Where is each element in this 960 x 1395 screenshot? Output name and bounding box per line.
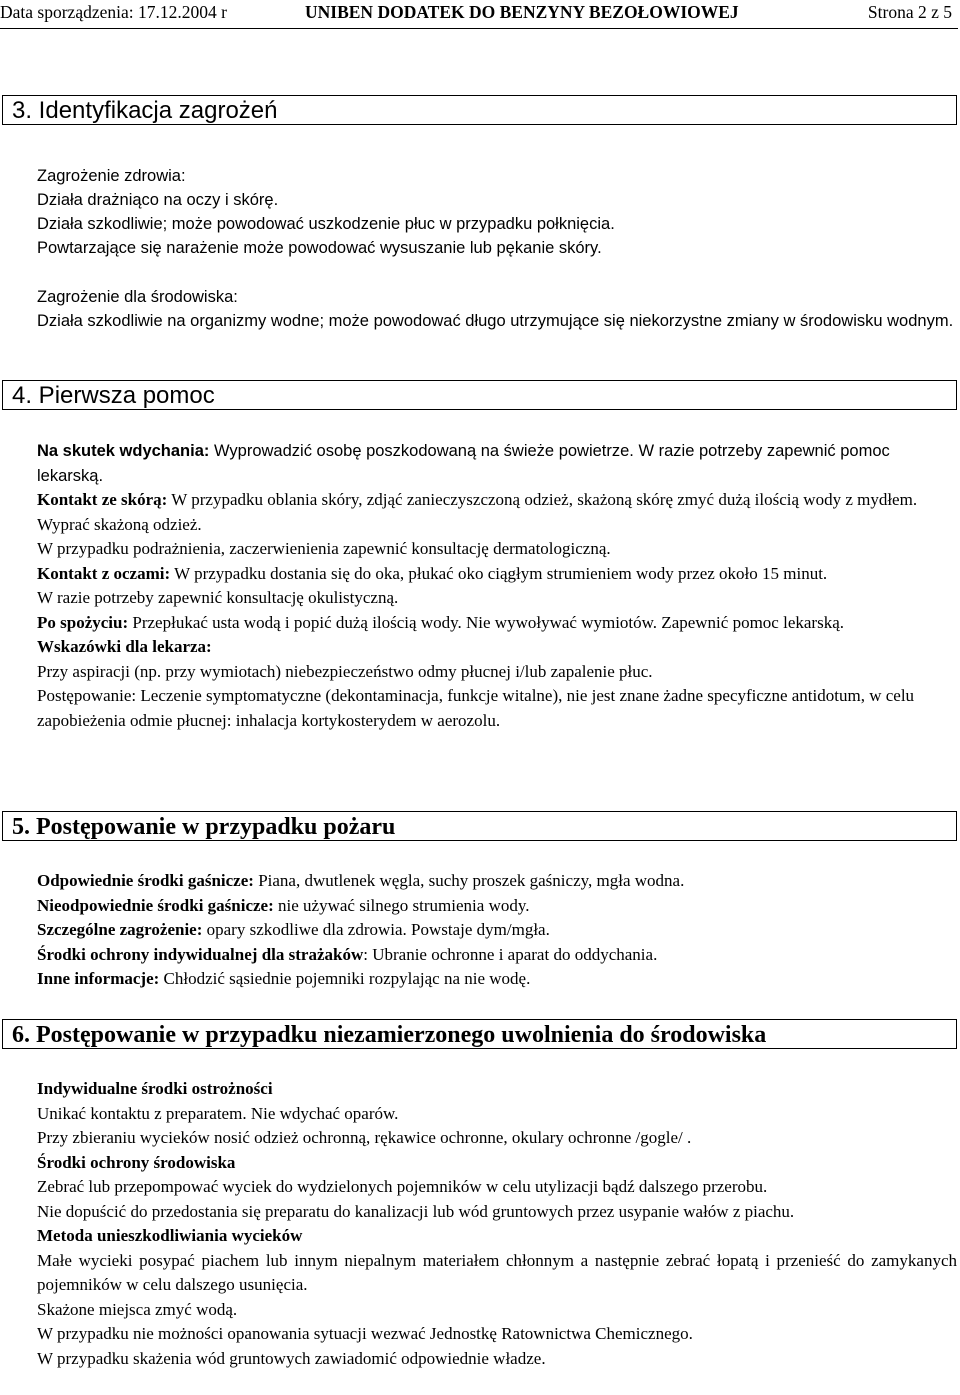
skin-contact-label: Kontakt ze skórą: bbox=[37, 490, 168, 509]
eye-contact-text: W przypadku dostania się do oka, płukać oko ciągłym strumieniem wody przez około 15 minut. bbox=[170, 563, 828, 583]
fire-info-item: Odpowiednie środki gaśnicze: Piana, dwutlenek węgla, suchy proszek gaśniczy, mgła wodna. bbox=[37, 871, 685, 890]
fire-info-item: Nieodpowiednie środki gaśnicze: nie używać silnego strumienia wody. bbox=[37, 895, 530, 915]
env-precautions-heading: Środki ochrony środowiska bbox=[37, 1152, 236, 1172]
ingestion-label: Po spożyciu: bbox=[37, 612, 129, 632]
document-date: Data sporządzenia: 17.12.2004 r bbox=[0, 2, 227, 22]
section-3-body bbox=[37, 164, 957, 333]
ingestion-text: Przepłukać usta wodą i popić dużą ilością wody. Nie wywoływać wymiotów. Zapewnić pomoc lekarską. bbox=[128, 612, 844, 632]
personal-precautions-line: Unikać kontaktu z preparatem. Nie wdychać oparów. bbox=[37, 1103, 399, 1123]
section-4-inhalation bbox=[37, 439, 957, 488]
health-hazard-line: Powtarzające się narażenie może powodować wysuszanie lub pękanie skóry. bbox=[37, 239, 602, 257]
doctor-advice-line: Postępowanie: Leczenie symptomatyczne (dekontaminacja, funkcje witalne), nie jest znane żadne specyficzne antidotum, w celu zapobieżenia odmie płucnej: inhalacja kortykosterydem w aerozolu. bbox=[37, 686, 915, 730]
skin-contact-extra: W przypadku podrażnienia, zaczerwienienia zapewnić konsultację dermatologiczną. bbox=[37, 539, 611, 558]
cleanup-method-line: W przypadku nie możności opanowania sytuacji wezwać Jednostkę Ratownictwa Chemicznego. bbox=[37, 1324, 693, 1343]
cleanup-method-line: W przypadku skażenia wód gruntowych zawiadomić odpowiednie władze. bbox=[37, 1348, 546, 1368]
section-5-heading: 5. Postępowanie w przypadku pożaru bbox=[2, 811, 957, 841]
section-6-body bbox=[37, 1077, 957, 1371]
health-hazard-heading: Zagrożenie zdrowia: bbox=[37, 167, 186, 185]
inhalation-text: Wyprowadzić osobę poszkodowaną na świeże powietrze. W razie potrzeby zapewnić pomoc lekarską. bbox=[37, 442, 890, 485]
personal-precautions-line: Przy zbieraniu wycieków nosić odzież ochronną, rękawice ochronne, okulary ochronne /gogle/ . bbox=[37, 1128, 692, 1147]
fire-info-item: Środki ochrony indywidualnej dla strażaków: Ubranie ochronne i aparat do oddychania. bbox=[37, 944, 658, 964]
section-4-body bbox=[37, 488, 957, 733]
skin-contact-text: W przypadku oblania skóry, zdjąć zanieczyszczoną odzież, skażoną skórę zmyć dużą ilością wody z mydłem. Wyprać skażoną odzież. bbox=[37, 490, 918, 534]
cleanup-method-heading: Metoda unieszkodliwiania wycieków bbox=[37, 1226, 303, 1245]
env-precautions-line: Zebrać lub przepompować wyciek do wydzielonych pojemników w celu utylizacji bądź dalszego przerobu. bbox=[37, 1177, 768, 1196]
cleanup-method-line: Skażone miejsca zmyć wodą. bbox=[37, 1299, 238, 1319]
document-title: UNIBEN DODATEK DO BENZYNY BEZOŁOWIOWEJ bbox=[305, 2, 739, 22]
page-header bbox=[0, 0, 960, 30]
page-number: Strona 2 z 5 bbox=[867, 2, 952, 22]
env-hazard-heading: Zagrożenie dla środowiska: bbox=[37, 288, 238, 306]
header-divider bbox=[0, 28, 958, 29]
eye-contact-label: Kontakt z oczami: bbox=[37, 563, 171, 583]
fire-info-item: Szczególne zagrożenie: opary szkodliwe dla zdrowia. Powstaje dym/mgła. bbox=[37, 920, 550, 939]
health-hazard-line: Działa drażniąco na oczy i skórę. bbox=[37, 191, 279, 209]
section-3-heading: 3. Identyfikacja zagrożeń bbox=[2, 95, 957, 125]
health-hazard-line: Działa szkodliwie; może powodować uszkodzenie płuc w przypadku połknięcia. bbox=[37, 215, 615, 233]
env-hazard-text: Działa szkodliwie na organizmy wodne; może powodować długo utrzymujące się niekorzystne zmiany w środowisku wodnym. bbox=[37, 312, 954, 330]
section-4-heading: 4. Pierwsza pomoc bbox=[2, 380, 957, 410]
fire-info-item: Inne informacje: Chłodzić sąsiednie pojemniki rozpylając na nie wodę. bbox=[37, 969, 531, 988]
doctor-advice-line: Przy aspiracji (np. przy wymiotach) niebezpieczeństwo odmy płucnej i/lub zapalenie płuc. bbox=[37, 661, 653, 681]
env-precautions-line: Nie dopuścić do przedostania się preparatu do kanalizacji lub wód gruntowych przez usypanie wałów z piachu. bbox=[37, 1201, 795, 1221]
section-6-heading: 6. Postępowanie w przypadku niezamierzonego uwolnienia do środowiska bbox=[2, 1019, 957, 1049]
inhalation-label: Na skutek wdychania: bbox=[37, 442, 210, 460]
eye-contact-extra: W razie potrzeby zapewnić konsultację okulistyczną. bbox=[37, 588, 399, 607]
personal-precautions-heading: Indywidualne środki ostrożności bbox=[37, 1079, 273, 1098]
section-5-body bbox=[37, 869, 957, 992]
doctor-advice-heading: Wskazówki dla lekarza: bbox=[37, 637, 212, 656]
cleanup-method-line: Małe wycieki posypać piachem lub innym niepalnym materiałem chłonnym a następnie zebrać łopatą i przenieść do zamykanych pojemników w celu dalszego usunięcia. bbox=[37, 1250, 957, 1294]
